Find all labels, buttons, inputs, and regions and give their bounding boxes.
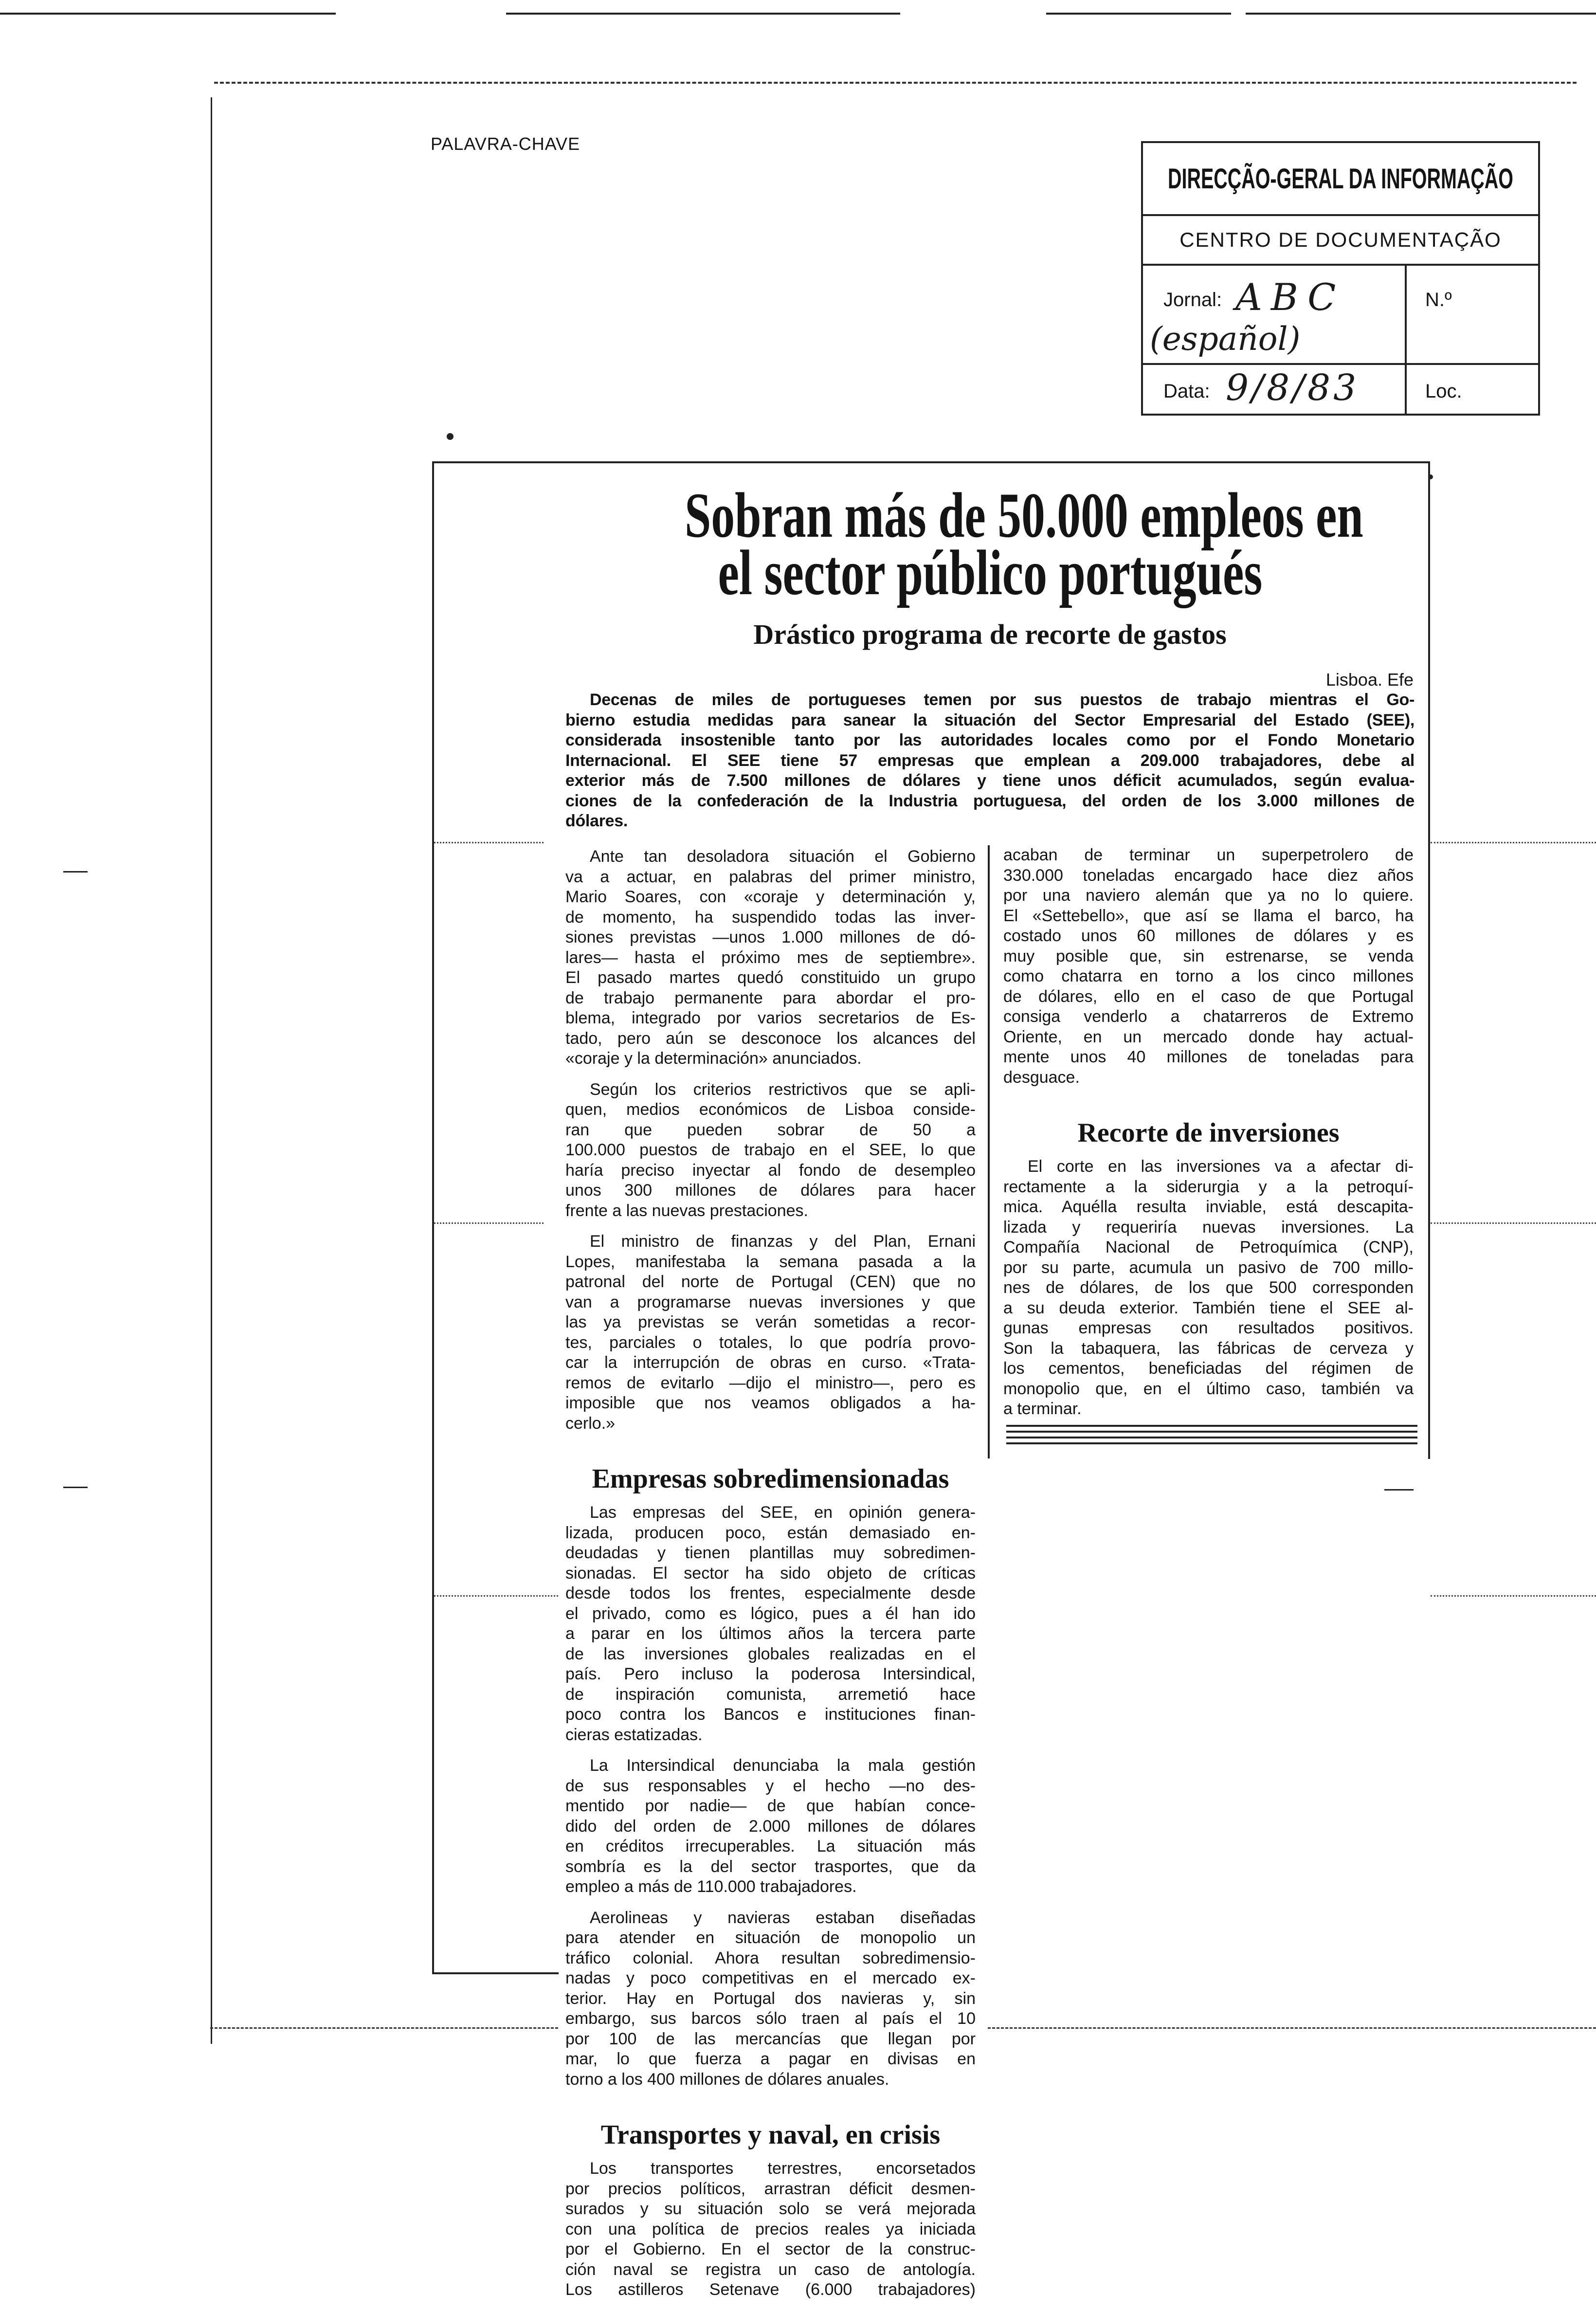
- text-line: con una política de precios reales ya iniciada: [565, 2220, 976, 2238]
- text-line: sionadas. El sector ha sido objeto de críticas: [565, 1564, 976, 1583]
- article-column-right: [1003, 845, 1414, 1430]
- scan-edge-line: [506, 13, 900, 15]
- text-line: deudadas y tienen plantillas muy sobredimen-: [565, 1544, 976, 1562]
- paragraph: [565, 1756, 976, 1897]
- scan-dashed-line: [214, 82, 1577, 84]
- text-line: de inspiración comunista, arremetió hace: [565, 1685, 976, 1704]
- text-line: lizada y requeriría nuevas inversiones. La: [1003, 1218, 1414, 1237]
- text-line: Ante tan desoladora situación el Gobierno: [590, 847, 976, 866]
- scan-margin-tick: [63, 1487, 88, 1488]
- text-line: imposible que nos veamos obligados a ha-: [565, 1394, 976, 1412]
- lead-line: considerada insostenible tanto por las autoridades locales como por el Fondo Monetario: [565, 731, 1415, 749]
- lead-line: Decenas de miles de portugueses temen por sus puestos de trabajo mientras el Go-: [590, 691, 1415, 709]
- text-line: las ya previstas se verán sometidas a recor-: [565, 1313, 976, 1331]
- scan-edge-line: [0, 13, 336, 15]
- text-line: poco contra los Bancos e instituciones finan-: [565, 1705, 976, 1724]
- text-line: lares— hasta el próximo mes de septiembre».: [565, 948, 976, 967]
- article-lead: [565, 690, 1415, 832]
- text-line: tado, pero aún se desconoce los alcances del: [565, 1029, 976, 1048]
- stamp-title-row: [1143, 143, 1538, 216]
- text-line: país. Pero incluso la poderosa Intersindical,: [565, 1665, 976, 1683]
- paragraph: [565, 1908, 976, 2090]
- text-line: cieras estatizadas.: [565, 1725, 703, 1744]
- cut-guide: [434, 1595, 558, 1597]
- clipping-border-right: [1428, 461, 1430, 1459]
- stamp-jornal-row: [1143, 266, 1538, 365]
- text-line: de momento, ha suspendido todas las inver-: [565, 908, 976, 927]
- text-line: 330.000 toneladas encargado hace diez años: [1003, 866, 1414, 885]
- text-line: de sus responsables y el hecho —no des-: [565, 1776, 976, 1795]
- text-line: Oriente, en un mercado donde hay actual-: [1003, 1027, 1414, 1046]
- text-line: empleo a más de 110.000 trabajadores.: [565, 1877, 857, 1896]
- text-line: desde todos los frentes, especialmente desde: [565, 1584, 976, 1602]
- text-line: Son la tabaquera, las fábricas de cerveza y: [1003, 1339, 1414, 1358]
- text-line: nes de dólares, de los que 500 corresponden: [1003, 1278, 1414, 1297]
- text-line: de las inversiones globales realizadas en el: [565, 1644, 976, 1663]
- text-line: Mario Soares, con «coraje y determinación y,: [565, 888, 976, 906]
- lead-line: Internacional. El SEE tiene 57 empresas que emplean a 209.000 trabajadores, debe al: [565, 751, 1415, 770]
- text-line: El pasado martes quedó constituido un grupo: [565, 968, 976, 987]
- lead-line: ciones de la confederación de la Industria portuguesa, del orden de los 3.000 millones de: [565, 791, 1415, 810]
- article-column-left: [565, 847, 976, 2311]
- text-line: de trabajo permanente para abordar el pro-: [565, 988, 976, 1007]
- jornal-note: (español): [1150, 320, 1301, 358]
- text-line: consiga venderlo a chatarreros de Extremo: [1003, 1007, 1414, 1026]
- text-line: como chatarra en torno a los cinco millones: [1003, 967, 1414, 985]
- cut-guide: [434, 1222, 544, 1224]
- text-line: La Intersindical denunciaba la mala gestión: [590, 1756, 976, 1775]
- scan-speck: [447, 433, 453, 440]
- text-line: monopolio que, en el último caso, también va: [1003, 1379, 1414, 1398]
- text-line: en créditos irrecuperables. La situación más: [565, 1837, 976, 1856]
- text-line: por precios políticos, arrastran déficit desmen-: [565, 2179, 976, 2198]
- text-line: a su deuda exterior. También tiene el SEE al-: [1003, 1298, 1414, 1317]
- text-line: Las empresas del SEE, en opinión genera-: [590, 1503, 976, 1522]
- paragraph: [565, 847, 976, 1069]
- text-line: por 100 de las mercancías que llegan por: [565, 2029, 976, 2048]
- text-line: desguace.: [1003, 1068, 1080, 1087]
- text-line: remos de evitarlo —dijo el ministro—, pero es: [565, 1373, 976, 1392]
- lead-line: dólares.: [565, 812, 628, 830]
- data-label: Data:: [1163, 381, 1210, 402]
- article-subhead: Drástico programa de recorte de gastos: [753, 619, 1227, 650]
- text-line: por una naviero alemán que ya no lo quiere.: [1003, 886, 1414, 905]
- text-line: para atender en situación de monopolio un: [565, 1929, 976, 1947]
- headline-line: Sobran más de 50.000 empleos en: [685, 479, 1363, 551]
- text-line: siones previstas —unos 1.000 millones de dó-: [565, 928, 976, 946]
- paragraph: [1003, 845, 1414, 1088]
- text-line: Según los criterios restrictivos que se apli-: [590, 1080, 976, 1099]
- text-line: costado unos 60 millones de dólares y es: [1003, 927, 1414, 945]
- text-line: mica. Aquélla resulta inviable, está descapita-: [1003, 1198, 1414, 1216]
- lead-line: bierno estudia medidas para sanear la situación del Sector Empresarial del Estado (SEE),: [565, 710, 1415, 729]
- section-heading: Recorte de inversiones: [1077, 1118, 1340, 1148]
- text-line: muy posible que, sin estrenarse, se venda: [1003, 946, 1414, 965]
- jornal-label: Jornal:: [1163, 289, 1222, 310]
- text-line: embargo, sus barcos sólo traen al país el 10: [565, 2009, 976, 2028]
- text-line: surados y su situación solo se verá mejorada: [565, 2200, 976, 2218]
- text-line: mente unos 40 millones de toneladas para: [1003, 1048, 1414, 1066]
- text-line: los cementos, beneficiadas del régimen de: [1003, 1359, 1414, 1378]
- paragraph: [1003, 1157, 1414, 1419]
- clipping-border-bottom: [432, 1972, 559, 1974]
- section-heading: Transportes y naval, en crisis: [600, 2120, 941, 2150]
- cut-guide: [434, 842, 544, 843]
- stamp-divider: [1405, 266, 1407, 363]
- loc-label: Loc.: [1425, 381, 1462, 402]
- text-line: car la interrupción de obras en curso. «Trata-: [565, 1353, 976, 1372]
- column-rule: [988, 845, 990, 1458]
- text-line: de dólares, ello en el caso de que Portugal: [1003, 987, 1414, 1006]
- keyword-label: PALAVRA-CHAVE: [431, 134, 580, 154]
- text-line: haría preciso inyectar al fondo de desempleo: [565, 1161, 976, 1180]
- text-line: ran que pueden sobrar de 50 a: [565, 1120, 976, 1139]
- text-line: por su parte, acumula un pasivo de 700 millo-: [1003, 1258, 1414, 1277]
- paragraph: [565, 1503, 976, 1745]
- text-line: a parar en los últimos años la tercera parte: [565, 1624, 976, 1643]
- text-line: acaban de terminar un superpetrolero de: [1003, 846, 1414, 864]
- text-line: blema, integrado por varios secretarios de Es-: [565, 1009, 976, 1027]
- text-line: patronal del norte de Portugal (CEN) que no: [565, 1273, 976, 1291]
- clipping-border-top: [432, 461, 1430, 463]
- text-line: 100.000 puestos de trabajo en el SEE, lo que: [565, 1141, 976, 1159]
- headline-line: el sector público portugués: [718, 537, 1262, 608]
- cut-guide: [210, 2027, 558, 2029]
- text-line: cerlo.»: [565, 1414, 616, 1433]
- text-line: quen, medios económicos de Lisboa conside-: [565, 1100, 976, 1119]
- text-line: torno a los 400 millones de dólares anuales.: [565, 2070, 889, 2089]
- scan-margin-line: [211, 97, 212, 2044]
- section-heading: Empresas sobredimensionadas: [592, 1464, 949, 1494]
- paragraph: [565, 2159, 976, 2300]
- stamp-date-row: [1143, 365, 1538, 414]
- lead-line: exterior más de 7.500 millones de dólares y tiene unos déficit acumulados, según evalua-: [565, 771, 1415, 790]
- cut-guide: [1431, 1222, 1596, 1224]
- scan-edge-line: [1046, 13, 1231, 15]
- stamp-title: DIRECÇÃO-GERAL DA INFORMAÇÃO: [1168, 163, 1513, 195]
- text-line: Lopes, manifestaba la semana pasada a la: [565, 1252, 976, 1271]
- paragraph: [565, 1232, 976, 1434]
- text-line: a terminar.: [1003, 1400, 1082, 1418]
- text-line: va a actuar, en palabras del primer ministro,: [565, 867, 976, 886]
- text-line: El ministro de finanzas y del Plan, Ernani: [590, 1232, 976, 1251]
- text-line: Compañía Nacional de Petroquímica (CNP),: [1003, 1238, 1414, 1256]
- scan-margin-tick: [63, 871, 88, 873]
- text-line: sombría es la del sector trasportes, que da: [565, 1857, 976, 1876]
- documentation-stamp: [1141, 141, 1540, 416]
- text-line: lizada, producen poco, están demasiado en-: [565, 1523, 976, 1542]
- text-line: mar, lo que fuerza a pagar en divisas en: [565, 2050, 976, 2068]
- stamp-subtitle: CENTRO DE DOCUMENTAÇÃO: [1143, 216, 1538, 266]
- text-line: frente a las nuevas prestaciones.: [565, 1201, 808, 1220]
- text-line: gunas empresas con resultados positivos.: [1003, 1319, 1414, 1337]
- scan-edge-line: [1246, 13, 1596, 15]
- text-line: Aerolineas y navieras estaban diseñadas: [590, 1908, 976, 1927]
- paragraph: [565, 1080, 976, 1221]
- end-rules: [1006, 1425, 1417, 1448]
- data-value: 9/8/83: [1226, 367, 1360, 409]
- text-line: terior. Hay en Portugal dos navieras y, sin: [565, 1989, 976, 2008]
- text-line: El «Settebello», que así se llama el barco, ha: [1003, 906, 1414, 925]
- text-line: tráfico colonial. Ahora resultan sobredimensio-: [565, 1948, 976, 1967]
- text-line: Los astilleros Setenave (6.000 trabajadores): [565, 2280, 976, 2299]
- jornal-value: ABC: [1235, 275, 1345, 319]
- text-line: ción naval se registra un caso de antología.: [565, 2260, 976, 2279]
- clipping-border-left: [432, 461, 434, 1972]
- text-line: el privado, como es lógico, pues a él han ido: [565, 1604, 976, 1623]
- text-line: van a programarse nuevas inversiones y que: [565, 1292, 976, 1311]
- end-dash: [1384, 1489, 1414, 1491]
- text-line: El corte en las inversiones va a afectar di-: [1028, 1157, 1414, 1176]
- cut-guide: [1431, 1595, 1596, 1597]
- text-line: rectamente a la siderurgia y a la petroquí-: [1003, 1177, 1414, 1196]
- stamp-divider: [1405, 365, 1407, 414]
- text-line: unos 300 millones de dólares para hacer: [565, 1181, 976, 1200]
- cut-guide: [1431, 842, 1596, 843]
- text-line: dido del orden de 2.000 millones de dólares: [565, 1817, 976, 1836]
- numero-label: N.º: [1425, 289, 1452, 310]
- cut-guide: [988, 2027, 1596, 2029]
- article-headline: [565, 479, 1415, 608]
- text-line: Los transportes terrestres, encorsetados: [590, 2159, 976, 2178]
- text-line: por el Gobierno. En el sector de la construc-: [565, 2240, 976, 2258]
- text-line: nadas y poco competitivas en el mercado ex-: [565, 1969, 976, 1987]
- text-line: mentido por nadie— de que habían conce-: [565, 1797, 976, 1815]
- article-dateline: Lisboa. Efe: [1325, 670, 1414, 690]
- text-line: tes, parciales o totales, lo que podría provo-: [565, 1333, 976, 1352]
- text-line: «coraje y la determinación» anunciados.: [565, 1049, 862, 1068]
